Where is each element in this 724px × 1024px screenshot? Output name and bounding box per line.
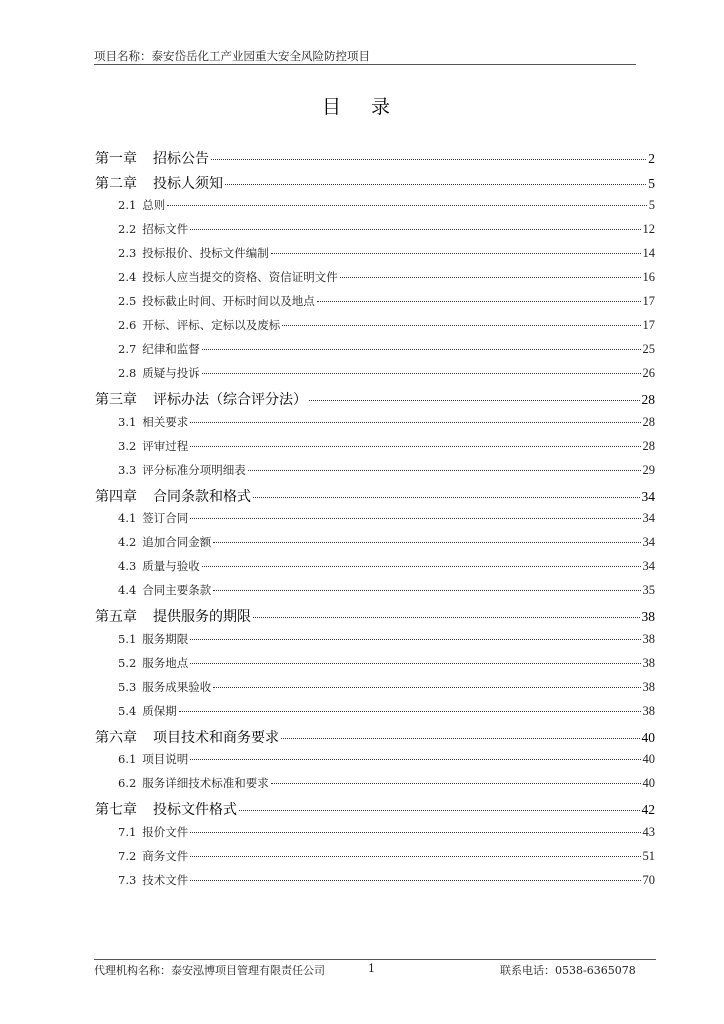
toc-entry-page: 12 (642, 222, 655, 236)
toc-entry-number: 7.3 (118, 872, 137, 887)
toc-entry-number: 4.4 (118, 583, 137, 597)
toc-section-entry[interactable] (95, 582, 655, 606)
toc-entry-page: 2 (648, 151, 655, 166)
toc-entry-page: 70 (642, 872, 655, 887)
toc-entry-title: 投标报价、投标文件编制 (142, 246, 269, 260)
toc-entry-title: 服务期限 (142, 631, 189, 646)
toc-entry-number: 2.7 (118, 342, 137, 356)
toc-entry-title: 技术文件 (142, 872, 189, 887)
footer-agency: 代理机构名称：泰安泓博项目管理有限责任公司 (94, 964, 325, 977)
toc-section-entry[interactable] (95, 197, 655, 221)
toc-dot-leader (253, 617, 640, 618)
toc-entry-number: 5.4 (118, 703, 137, 718)
toc-entry-number: 2.3 (118, 246, 137, 260)
toc-dot-leader (248, 470, 641, 471)
toc-entry-title: 评标办法（综合评分法） (153, 392, 307, 408)
toc-entry-title: 项目说明 (142, 752, 189, 766)
toc-entry-title: 质疑与投诉 (142, 366, 200, 380)
toc-entry-title: 投标截止时间、开标时间以及地点 (142, 294, 315, 308)
toc-entry-number: 7.1 (118, 824, 137, 839)
toc-dot-leader (179, 711, 641, 712)
toc-entry-page: 34 (641, 488, 655, 504)
toc-entry-page: 17 (642, 294, 655, 308)
toc-entry-page: 25 (642, 342, 655, 356)
toc-entry-page: 16 (642, 270, 655, 284)
toc-dot-leader (213, 542, 640, 543)
toc-entry-title: 签订合同 (142, 511, 189, 525)
toc-entry-page: 38 (642, 679, 655, 694)
toc-entry-number: 6.2 (118, 776, 137, 790)
toc-entry-number: 2.1 (118, 198, 137, 212)
toc-entry-title: 相关要求 (142, 414, 189, 429)
toc-chapter-entry[interactable] (95, 799, 655, 824)
toc-entry-page: 28 (642, 438, 655, 453)
footer-divider (94, 959, 656, 960)
toc-dot-leader (190, 639, 640, 640)
toc-entry-title: 质保期 (142, 703, 177, 718)
toc-entry-title: 追加合同金额 (142, 535, 212, 549)
toc-section-entry[interactable] (95, 655, 655, 679)
toc-entry-page: 38 (642, 703, 655, 718)
toc-section-entry[interactable] (95, 462, 655, 486)
toc-entry-page: 34 (642, 511, 655, 525)
toc-dot-leader (167, 205, 646, 206)
toc-entry-page: 28 (641, 392, 655, 407)
toc-entry-page: 14 (642, 246, 655, 260)
toc-entry-page: 17 (642, 318, 655, 332)
toc-entry-page: 40 (642, 776, 655, 790)
toc-entry-number: 第六章 (95, 729, 137, 746)
toc-entry-page: 5 (648, 175, 655, 191)
toc-entry-page: 5 (648, 198, 655, 212)
toc-dot-leader (253, 497, 640, 498)
toc-dot-leader (282, 325, 640, 326)
toc-section-entry[interactable] (95, 245, 655, 269)
toc-section-entry[interactable] (95, 558, 655, 582)
toc-entry-title: 提供服务的期限 (153, 609, 251, 625)
toc-entry-number: 3.3 (118, 462, 137, 477)
toc-entry-title: 合同条款和格式 (153, 488, 251, 505)
toc-entry-page: 26 (642, 366, 655, 380)
toc-section-entry[interactable] (95, 703, 655, 727)
toc-entry-number: 5.3 (118, 679, 137, 694)
toc-section-entry[interactable] (95, 293, 655, 317)
toc-chapter-entry[interactable] (95, 148, 655, 173)
toc-entry-number: 4.1 (118, 511, 137, 525)
toc-entry-number: 3.1 (118, 414, 137, 429)
toc-chapter-entry[interactable] (95, 389, 655, 414)
toc-dot-leader (190, 518, 640, 519)
toc-section-entry[interactable] (95, 751, 655, 775)
toc-entry-number: 6.1 (118, 752, 137, 766)
toc-section-entry[interactable] (95, 775, 655, 799)
toc-entry-number: 第一章 (95, 151, 137, 167)
footer-page-number: 1 (368, 962, 375, 975)
toc-entry-number: 2.6 (118, 318, 137, 332)
header-divider (94, 64, 636, 65)
toc-entry-title: 投标文件格式 (153, 802, 237, 818)
toc-dot-leader (239, 810, 640, 811)
toc-entry-page: 35 (642, 583, 655, 597)
toc-dot-leader (190, 446, 640, 447)
toc-entry-number: 第五章 (95, 609, 137, 625)
toc-entry-title: 招标文件 (142, 222, 189, 236)
toc-dot-leader (309, 400, 640, 401)
toc-entry-title: 投标人应当提交的资格、资信证明文件 (142, 270, 338, 284)
toc-section-entry[interactable] (95, 510, 655, 534)
toc-dot-leader (190, 880, 640, 881)
toc-dot-leader (190, 229, 640, 230)
toc-section-entry[interactable] (95, 438, 655, 462)
toc-entry-number: 2.4 (118, 270, 137, 284)
toc-entry-title: 服务详细技术标准和要求 (142, 776, 269, 790)
toc-dot-leader (225, 184, 646, 185)
toc-section-entry[interactable] (95, 824, 655, 848)
toc-dot-leader (190, 663, 640, 664)
toc-entry-page: 42 (641, 802, 655, 817)
toc-entry-title: 评分标准分项明细表 (142, 462, 246, 477)
toc-entry-number: 4.3 (118, 559, 137, 573)
toc-section-entry[interactable] (95, 221, 655, 245)
toc-section-entry[interactable] (95, 414, 655, 438)
toc-entry-number: 第三章 (95, 392, 137, 408)
toc-entry-title: 评审过程 (142, 438, 189, 453)
toc-entry-number: 2.2 (118, 222, 137, 236)
toc-dot-leader (281, 738, 640, 739)
toc-entry-title: 服务地点 (142, 655, 189, 670)
toc-section-entry[interactable] (95, 679, 655, 703)
table-of-contents (95, 148, 655, 896)
toc-dot-leader (190, 856, 640, 857)
toc-entry-number: 3.2 (118, 438, 137, 453)
toc-section-entry[interactable] (95, 848, 655, 872)
toc-entry-page: 38 (642, 631, 655, 646)
toc-entry-page: 29 (642, 462, 655, 477)
toc-entry-title: 商务文件 (142, 848, 189, 863)
toc-dot-leader (202, 566, 641, 567)
toc-entry-number: 第二章 (95, 175, 137, 192)
toc-dot-leader (202, 349, 641, 350)
toc-dot-leader (211, 159, 646, 160)
toc-entry-title: 质量与验收 (142, 559, 200, 573)
toc-entry-number: 第四章 (95, 488, 137, 505)
toc-dot-leader (213, 687, 640, 688)
toc-entry-title: 合同主要条款 (142, 583, 212, 597)
toc-entry-number: 第七章 (95, 802, 137, 818)
toc-dot-leader (190, 759, 640, 760)
toc-entry-page: 38 (642, 655, 655, 670)
toc-section-entry[interactable] (95, 269, 655, 293)
toc-chapter-entry[interactable] (95, 727, 655, 752)
toc-entry-title: 投标人须知 (153, 175, 223, 192)
toc-entry-page: 34 (642, 535, 655, 549)
toc-entry-page: 43 (642, 824, 655, 839)
toc-entry-title: 总则 (142, 198, 166, 212)
toc-entry-number: 5.1 (118, 631, 137, 646)
toc-section-entry[interactable] (95, 341, 655, 365)
toc-entry-number: 7.2 (118, 848, 137, 863)
toc-section-entry[interactable] (95, 365, 655, 389)
toc-title: 目 录 (321, 96, 403, 118)
toc-section-entry[interactable] (95, 317, 655, 341)
toc-entry-title: 招标公告 (153, 151, 209, 167)
toc-entry-title: 服务成果验收 (142, 679, 212, 694)
toc-entry-page: 40 (641, 729, 655, 745)
toc-entry-page: 28 (642, 414, 655, 429)
toc-dot-leader (190, 832, 640, 833)
toc-dot-leader (340, 277, 641, 278)
toc-chapter-entry[interactable] (95, 173, 655, 198)
toc-dot-leader (271, 783, 641, 784)
toc-entry-page: 34 (642, 559, 655, 573)
toc-dot-leader (317, 301, 641, 302)
toc-entry-title: 报价文件 (142, 824, 189, 839)
toc-chapter-entry[interactable] (95, 486, 655, 511)
toc-entry-number: 5.2 (118, 655, 137, 670)
toc-entry-number: 2.8 (118, 366, 137, 380)
toc-section-entry[interactable] (95, 872, 655, 896)
footer-phone: 联系电话：0538-6365078 (500, 964, 636, 977)
toc-entry-page: 51 (642, 848, 655, 863)
toc-dot-leader (202, 373, 641, 374)
toc-chapter-entry[interactable] (95, 606, 655, 631)
toc-entry-number: 2.5 (118, 294, 137, 308)
toc-section-entry[interactable] (95, 534, 655, 558)
toc-entry-title: 纪律和监督 (142, 342, 200, 356)
toc-entry-number: 4.2 (118, 535, 137, 549)
toc-dot-leader (271, 253, 641, 254)
toc-dot-leader (213, 590, 640, 591)
page-header: 项目名称：泰安岱岳化工产业园重大安全风险防控项目 (94, 49, 370, 63)
toc-dot-leader (190, 422, 640, 423)
toc-entry-page: 40 (642, 752, 655, 766)
toc-entry-page: 38 (641, 609, 655, 624)
toc-entry-title: 项目技术和商务要求 (153, 729, 279, 746)
toc-section-entry[interactable] (95, 631, 655, 655)
toc-entry-title: 开标、评标、定标以及废标 (142, 318, 281, 332)
